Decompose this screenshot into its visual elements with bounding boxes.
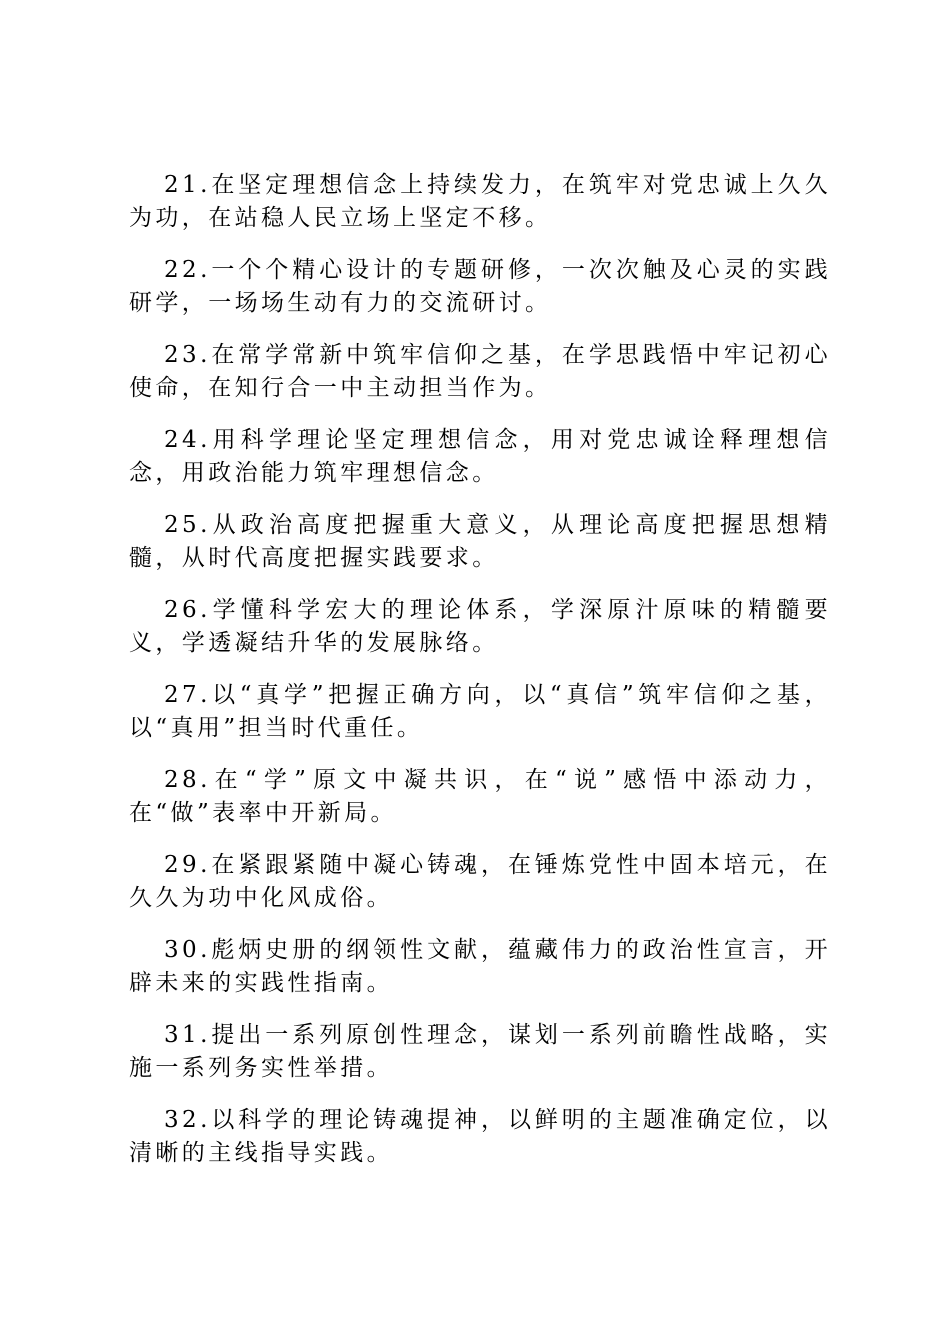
paragraph-27: 27.以“真学”把握正确方向，以“真信”筑牢信仰之基，以“真用”担当时代重任。 [129,682,831,741]
paragraph-28: 28.在“学”原文中凝共识，在“说”感悟中添动力，在“做”表率中开新局。 [129,767,831,826]
document-body [129,169,831,1189]
paragraph-21: 21.在坚定理想信念上持续发力，在筑牢对党忠诚上久久为功，在站稳人民立场上坚定不移。 [129,172,831,231]
paragraph-29: 29.在紧跟紧随中凝心铸魂，在锤炼党性中固本培元，在久久为功中化风成俗。 [129,852,831,911]
paragraph-22: 22.一个个精心设计的专题研修，一次次触及心灵的实践研学，一场场生动有力的交流研讨。 [129,257,831,316]
paragraph-31: 31.提出一系列原创性理念，谋划一系列前瞻性战略，实施一系列务实性举措。 [129,1022,831,1081]
paragraph-32: 32.以科学的理论铸魂提神，以鲜明的主题准确定位，以清晰的主线指导实践。 [129,1107,831,1166]
paragraph-25: 25.从政治高度把握重大意义，从理论高度把握思想精髓，从时代高度把握实践要求。 [129,512,831,571]
paragraph-24: 24.用科学理论坚定理想信念，用对党忠诚诠释理想信念，用政治能力筑牢理想信念。 [129,427,831,486]
paragraph-30: 30.彪炳史册的纲领性文献，蕴藏伟力的政治性宣言，开辟未来的实践性指南。 [129,937,831,996]
paragraph-26: 26.学懂科学宏大的理论体系，学深原汁原味的精髓要义，学透凝结升华的发展脉络。 [129,597,831,656]
paragraph-23: 23.在常学常新中筑牢信仰之基，在学思践悟中牢记初心使命，在知行合一中主动担当作为。 [129,342,831,401]
